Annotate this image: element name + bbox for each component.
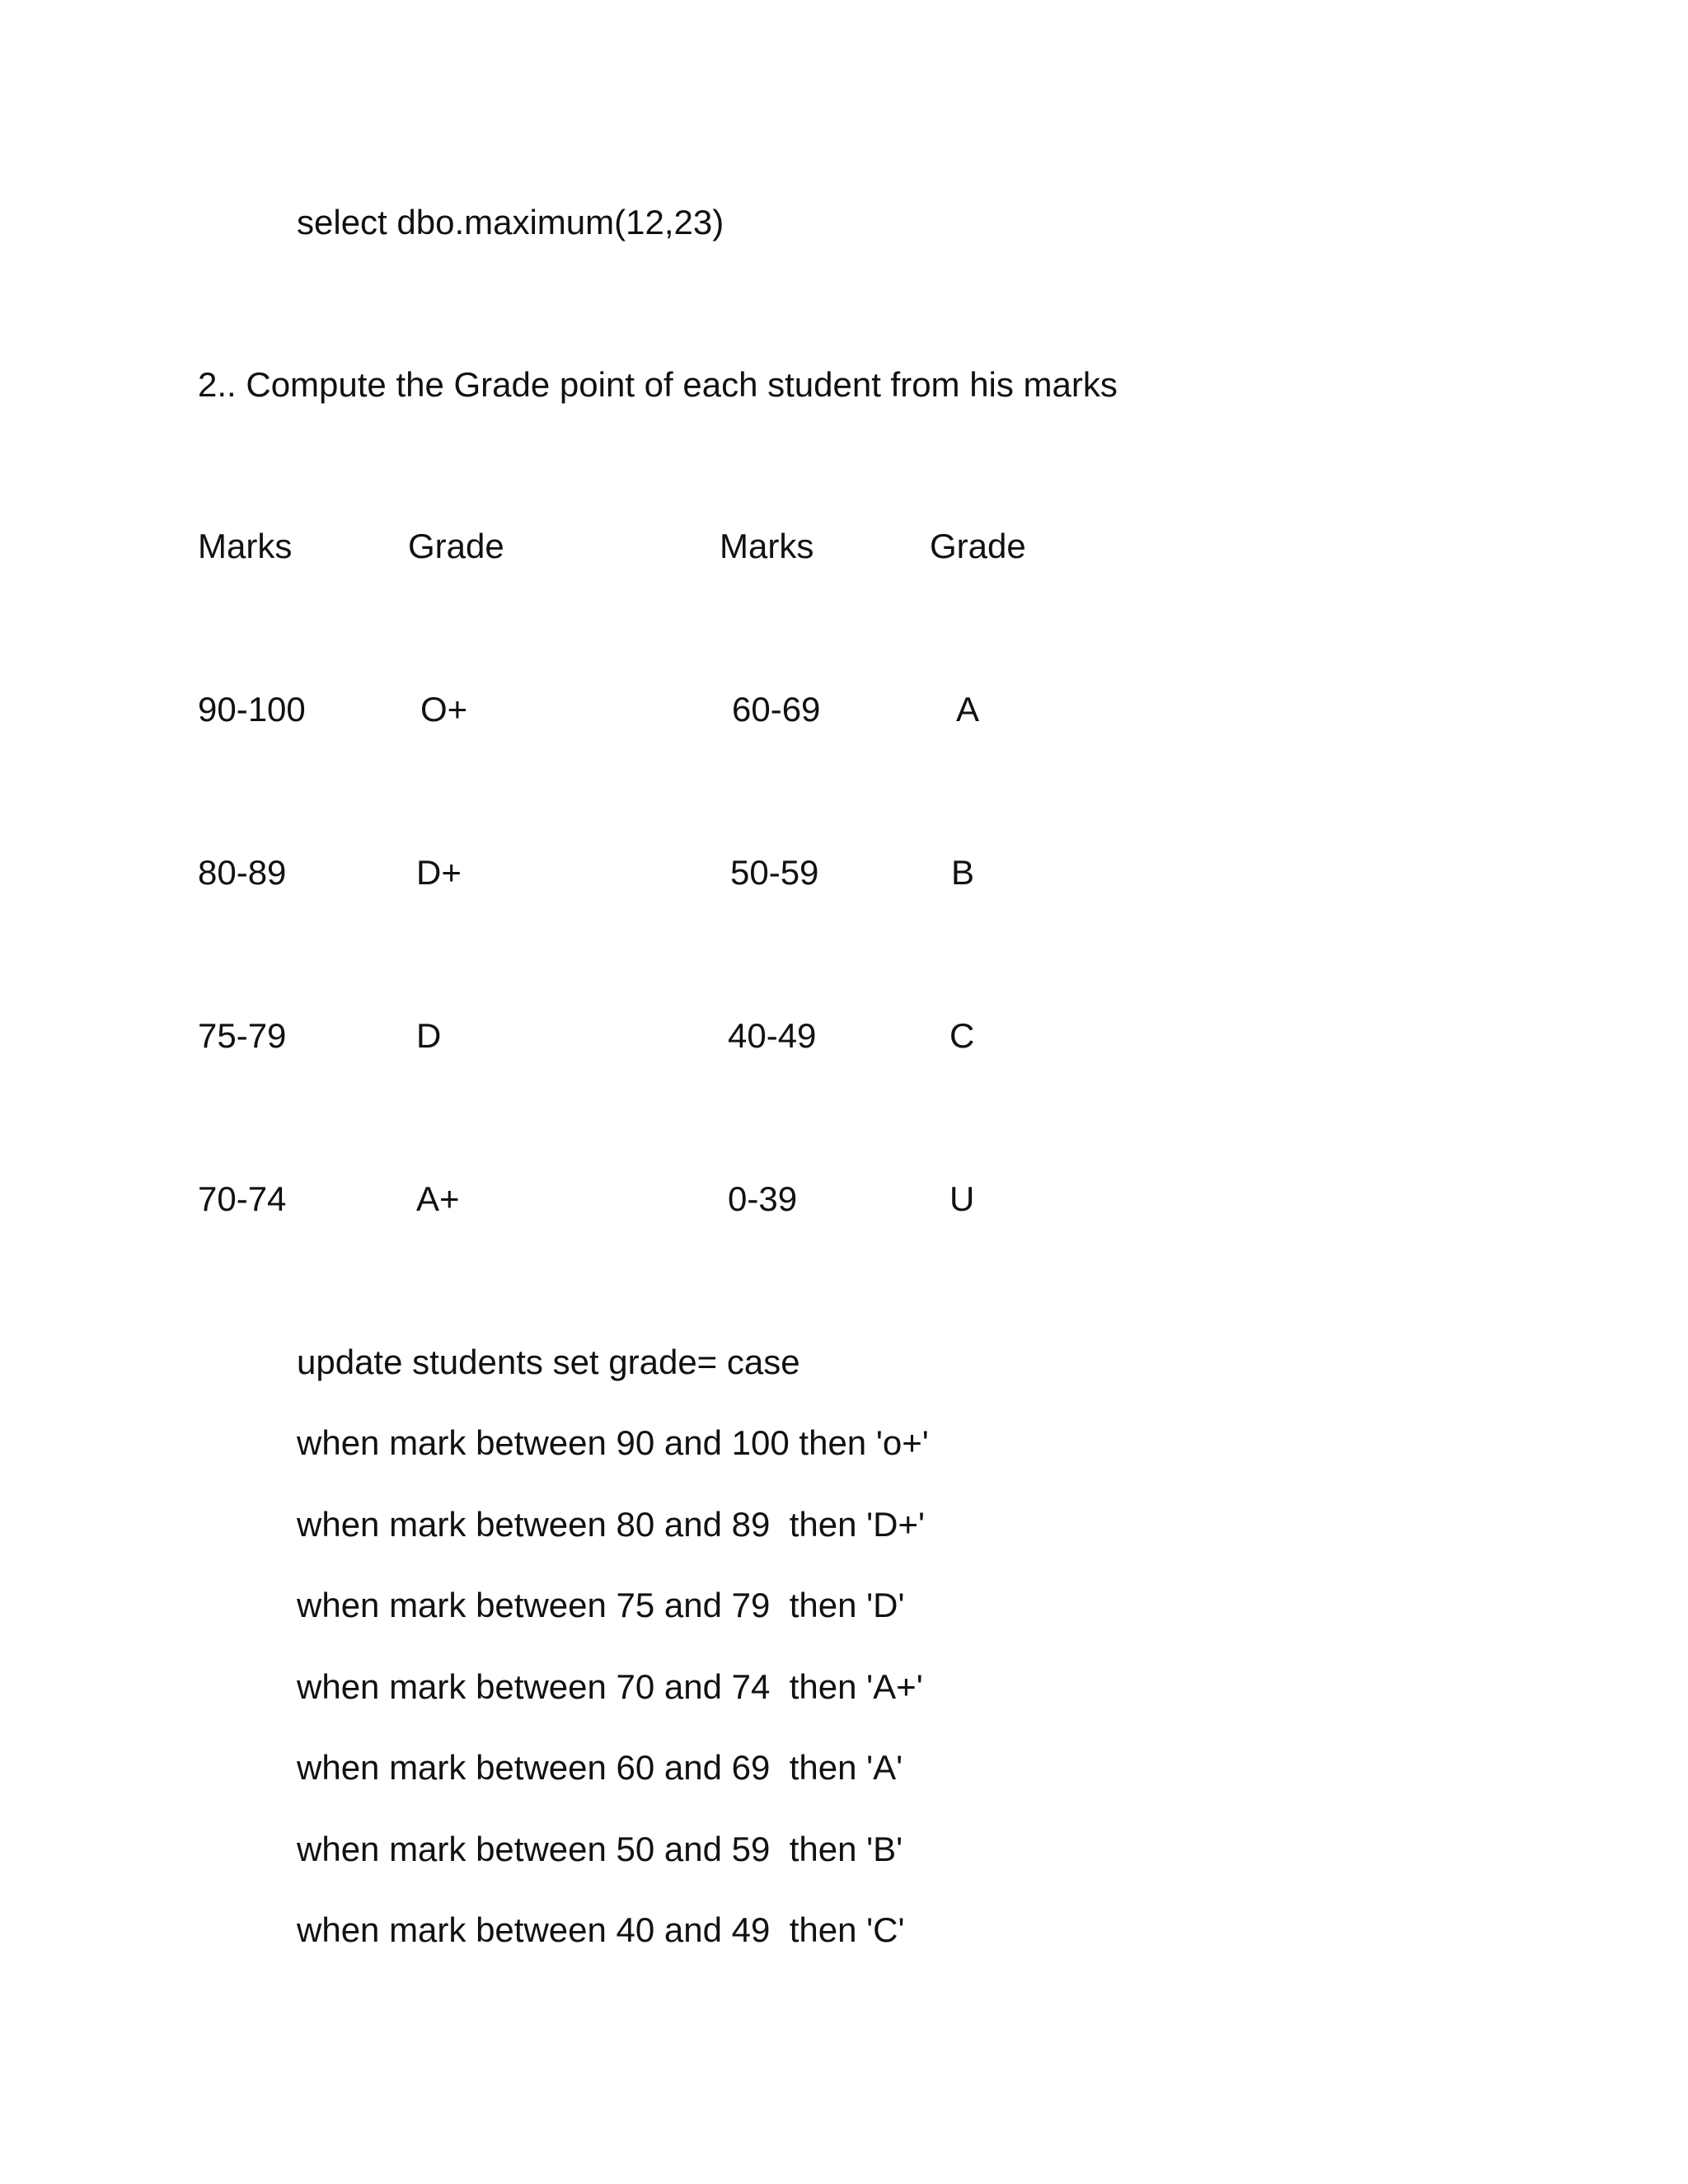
table-cell: O+: [420, 690, 468, 729]
select-statement: select dbo.maximum(12,23): [297, 203, 724, 241]
table-cell: 40-49: [728, 1016, 817, 1055]
code-line: when mark between 90 and 100 then 'o+': [297, 1423, 929, 1462]
code-line: update students set grade= case: [297, 1343, 800, 1381]
table-cell: 80-89: [198, 853, 287, 892]
table-header-marks-2: Marks: [720, 527, 814, 565]
table-header-grade-2: Grade: [930, 527, 1026, 565]
code-line: when mark between 70 and 74 then 'A+': [297, 1667, 923, 1706]
question-heading: 2.. Compute the Grade point of each student from his marks: [198, 365, 1118, 404]
table-cell: D: [416, 1016, 442, 1055]
table-cell: 75-79: [198, 1016, 287, 1055]
table-cell: U: [950, 1179, 975, 1218]
table-cell: 90-100: [198, 690, 306, 729]
table-cell: B: [951, 853, 975, 892]
table-cell: 60-69: [732, 690, 821, 729]
table-header-grade-1: Grade: [408, 527, 504, 565]
code-line: when mark between 60 and 69 then 'A': [297, 1748, 903, 1787]
code-line: when mark between 50 and 59 then 'B': [297, 1830, 903, 1868]
code-line: when mark between 75 and 79 then 'D': [297, 1586, 905, 1624]
code-line: when mark between 80 and 89 then 'D+': [297, 1505, 926, 1544]
table-cell: 0-39: [728, 1179, 798, 1218]
table-cell: A+: [416, 1179, 460, 1218]
table-cell: 70-74: [198, 1179, 287, 1218]
table-header-marks-1: Marks: [198, 527, 293, 565]
table-cell: A: [956, 690, 980, 729]
table-cell: 50-59: [730, 853, 819, 892]
table-cell: C: [950, 1016, 975, 1055]
code-line: when mark between 40 and 49 then 'C': [297, 1910, 905, 1949]
table-cell: D+: [416, 853, 462, 892]
